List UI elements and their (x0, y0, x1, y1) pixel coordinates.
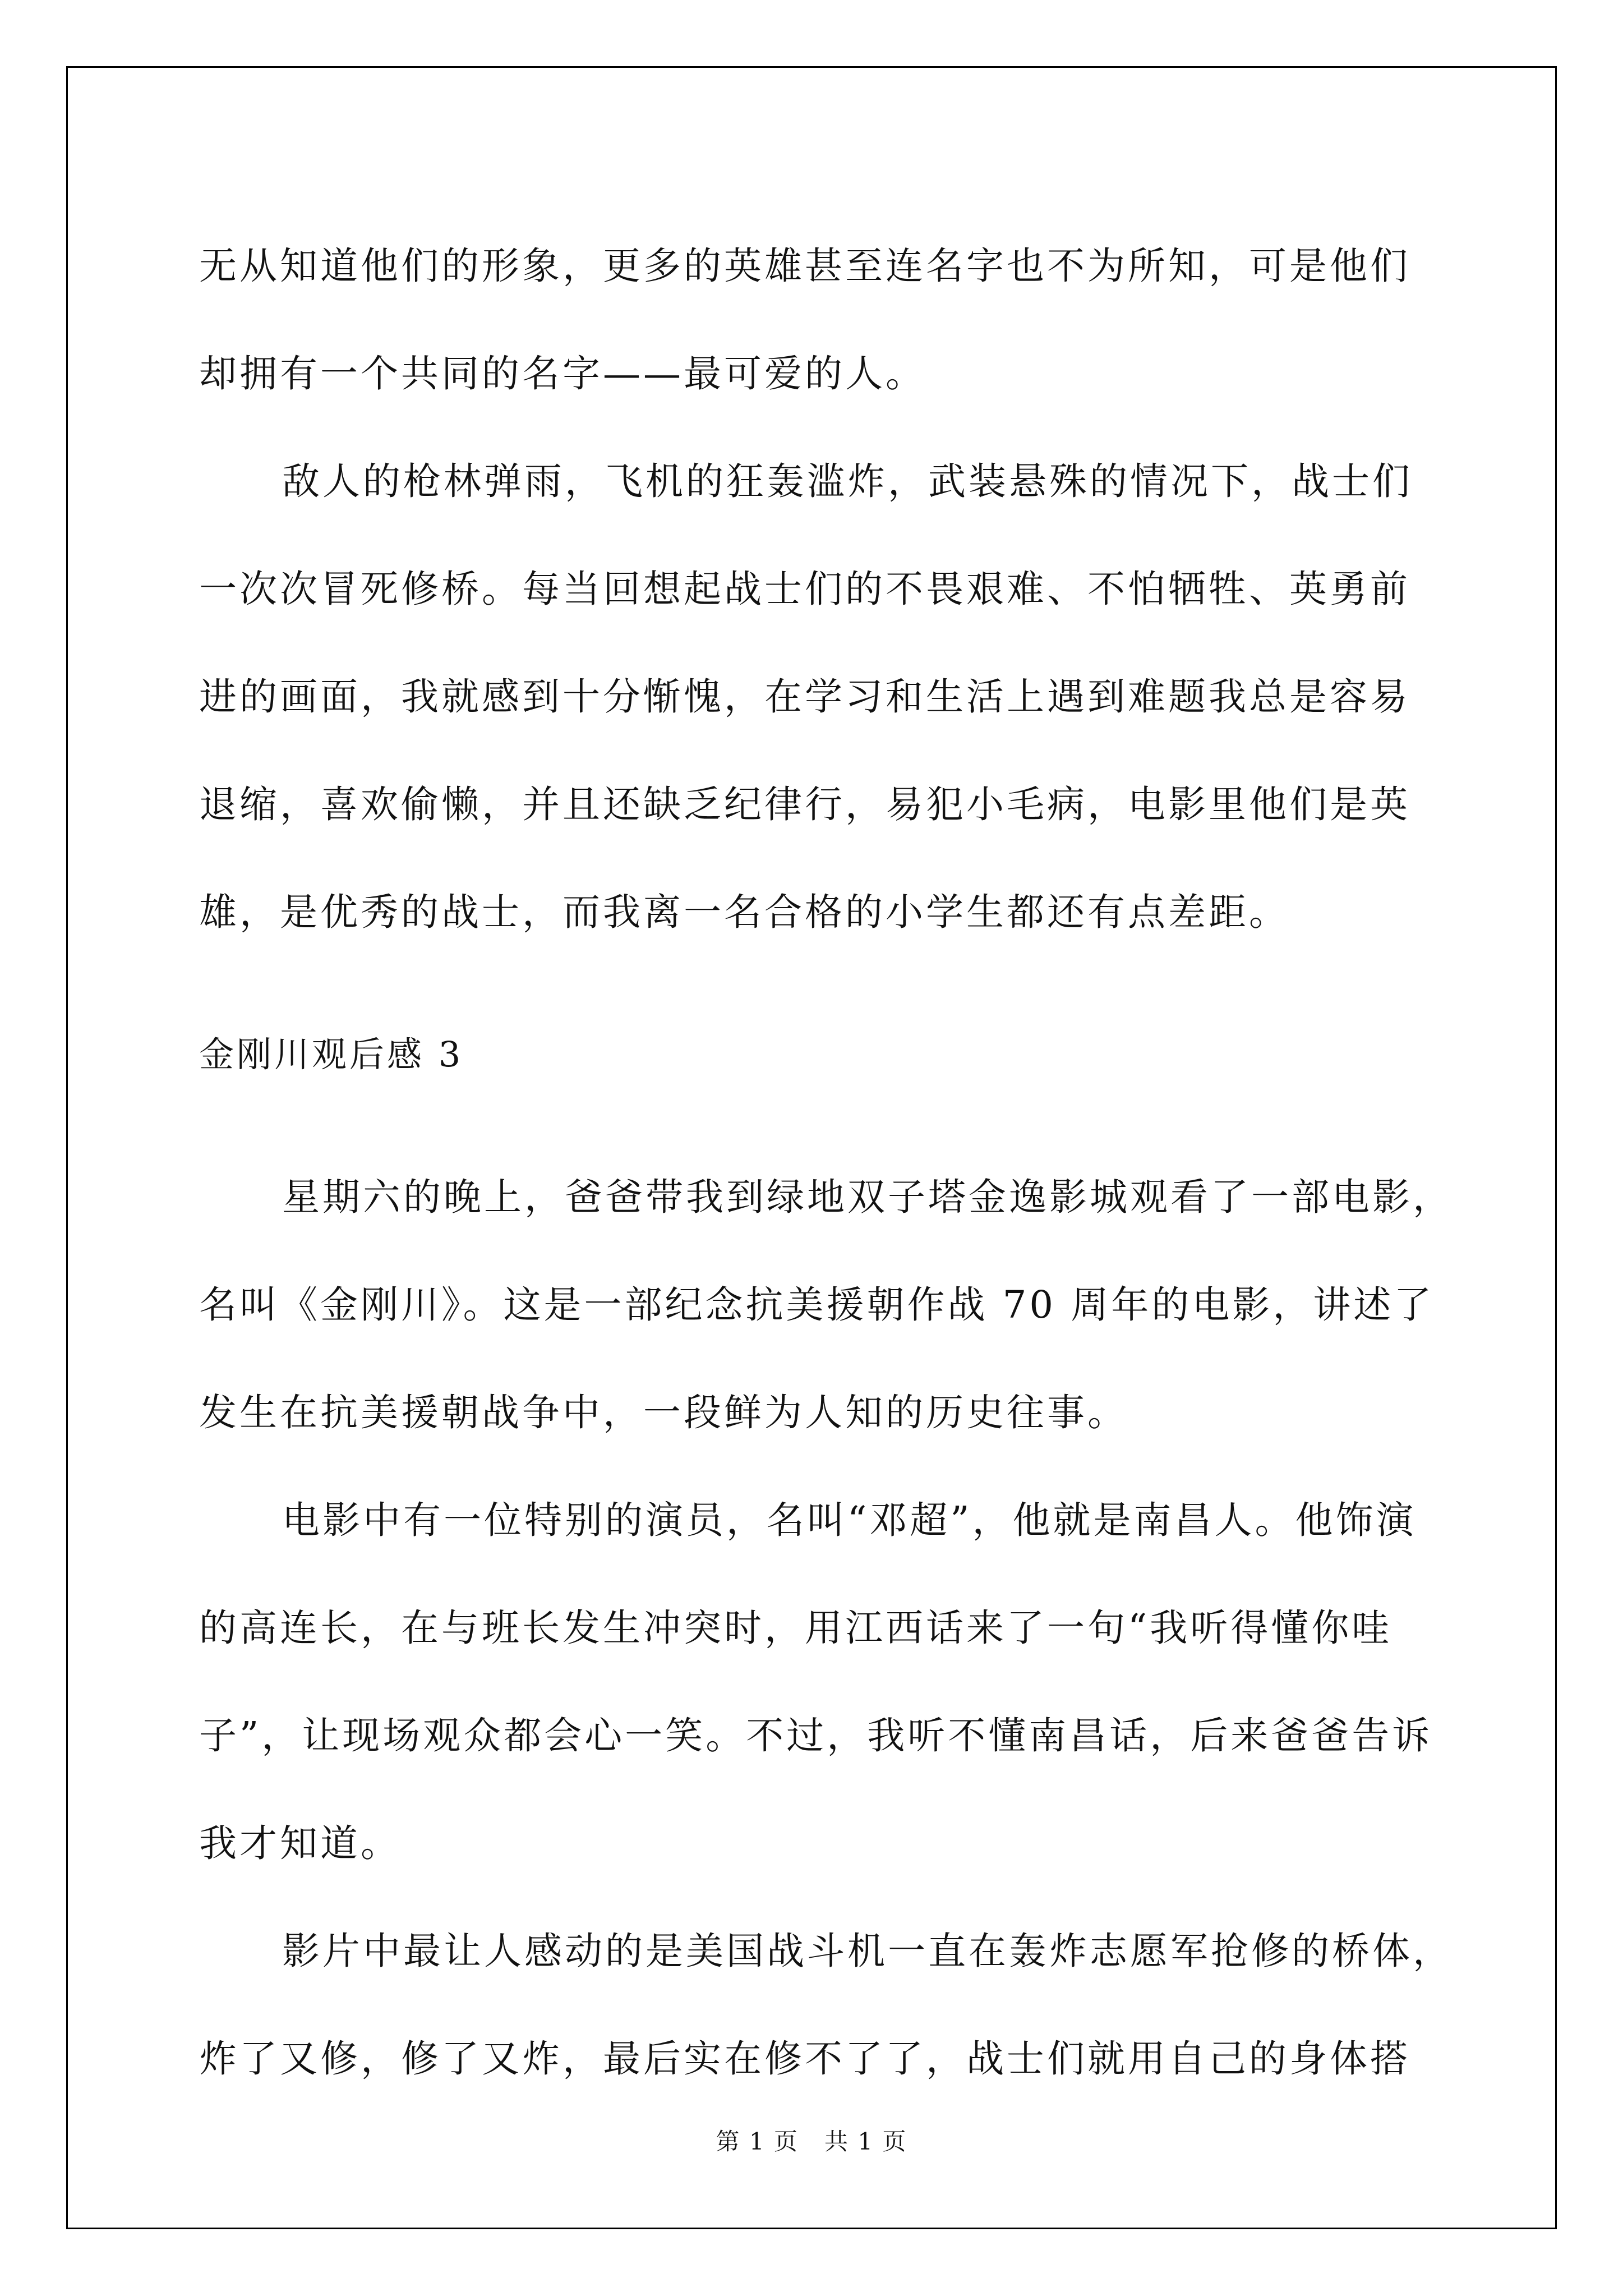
paragraph-line: 发生在抗美援朝战争中，一段鲜为人知的历史往事。 (199, 1391, 1128, 1434)
paragraph-line: 却拥有一个共同的名字——最可爱的人。 (199, 352, 926, 395)
paragraph-line: 进的画面，我就感到十分惭愧，在学习和生活上遇到难题我总是容易 (199, 675, 1410, 719)
paragraph-line: 一次次冒死修桥。每当回想起战士们的不畏艰难、不怕牺牲、英勇前 (199, 567, 1410, 611)
document-body (199, 212, 1453, 2113)
paragraph-line: 名叫《金刚川》。这是一部纪念抗美援朝作战 70 周年的电影，讲述了 (199, 1283, 1435, 1327)
page-footer: 第 1 页 共 1 页 (716, 2128, 907, 2155)
paragraph-line: 敌人的枪林弹雨，飞机的狂轰滥炸，武装悬殊的情况下，战士们 (282, 459, 1413, 503)
paragraph-line: 电影中有一位特别的演员，名叫“邓超”，他就是南昌人。他饰演 (282, 1498, 1417, 1542)
paragraph-line: 我才知道。 (199, 1821, 401, 1865)
paragraph-line: 子”，让现场观众都会心一笑。不过，我听不懂南昌话，后来爸爸告诉 (199, 1714, 1433, 1757)
paragraph-line: 的高连长，在与班长发生冲突时，用江西话来了一句“我听得懂你哇 (199, 1606, 1393, 1650)
paragraph-line: 退缩，喜欢偷懒，并且还缺乏纪律行，易犯小毛病，电影里他们是英 (199, 783, 1410, 826)
paragraph-line: 星期六的晚上，爸爸带我到绿地双子塔金逸影城观看了一部电影， (282, 1175, 1453, 1219)
section-heading: 金刚川观后感 3 (199, 1034, 464, 1075)
paragraph-line: 无从知道他们的形象，更多的英雄甚至连名字也不为所知，可是他们 (199, 244, 1410, 288)
paragraph-line: 炸了又修，修了又炸，最后实在修不了了，战士们就用自己的身体搭 (199, 2037, 1410, 2081)
paragraph-line: 影片中最让人感动的是美国战斗机一直在轰炸志愿军抢修的桥体， (282, 1929, 1453, 1973)
paragraph-line: 雄，是优秀的战士，而我离一名合格的小学生都还有点差距。 (199, 890, 1289, 934)
